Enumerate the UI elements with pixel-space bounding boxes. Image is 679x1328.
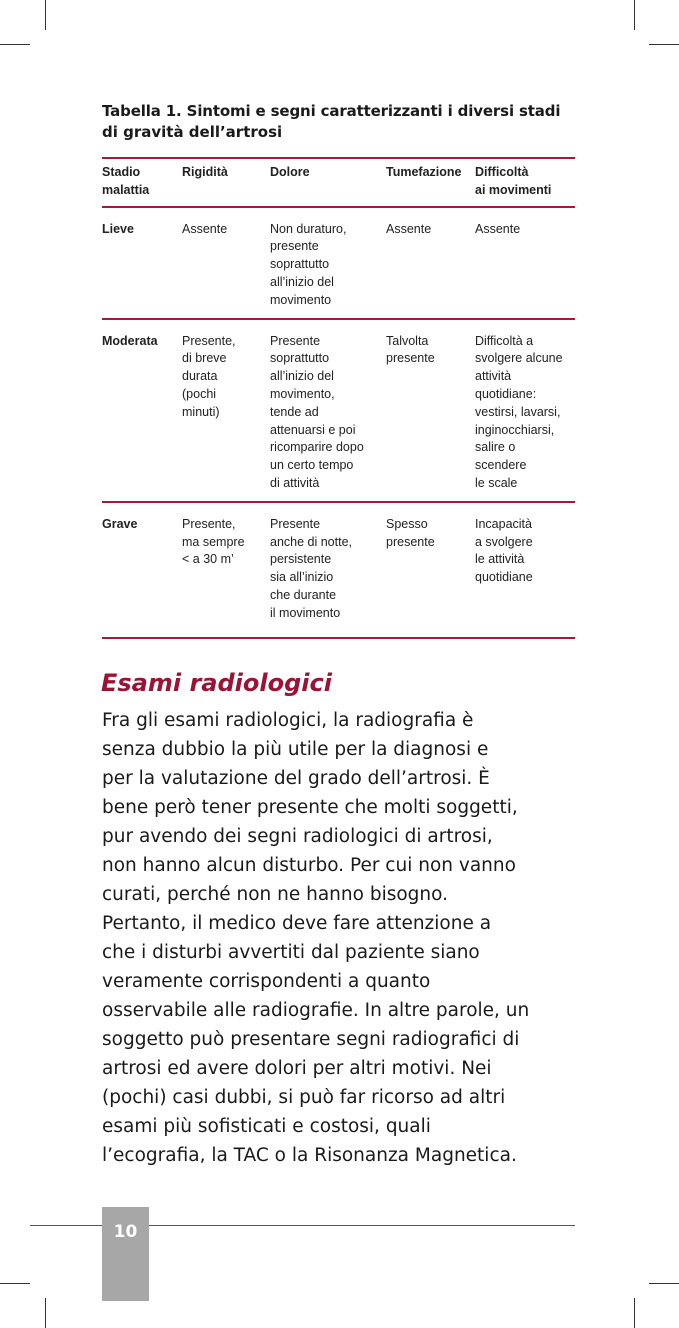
crop-mark — [0, 1283, 30, 1284]
crop-mark — [649, 44, 679, 45]
cell-stage: Grave — [102, 502, 182, 638]
crop-mark — [634, 1298, 635, 1328]
table-row — [102, 502, 575, 638]
table-caption — [102, 101, 578, 143]
paragraph-line: bene però tener presente che molti soggetti, — [102, 797, 518, 818]
paragraph-line: osservabile alle radiografie. In altre parole, un — [102, 1000, 530, 1021]
cell-swelling: Assente — [386, 207, 475, 319]
cell-stage: Lieve — [102, 207, 182, 319]
cell-rigidity: Assente — [182, 207, 270, 319]
table-row — [102, 319, 575, 502]
cell-pain: Non duraturo, presente soprattutto all’inizio del movimento — [270, 207, 386, 319]
paragraph-line: non hanno alcun disturbo. Per cui non vanno — [102, 855, 516, 876]
cell-difficulty: Difficoltà a svolgere alcune attività quotidiane: vestirsi, lavarsi, inginocchiarsi, salire o scendere le scale — [475, 319, 575, 502]
cell-rigidity: Presente, ma sempre < a 30 m’ — [182, 502, 270, 638]
header-difficulty: Difficoltà ai movimenti — [475, 158, 575, 207]
cell-swelling: Talvolta presente — [386, 319, 475, 502]
paragraph-line: (pochi) casi dubbi, si può far ricorso ad altri — [102, 1087, 506, 1108]
symptoms-table — [102, 157, 575, 639]
paragraph-line: Fra gli esami radiologici, la radiografia è — [102, 710, 474, 731]
page-number-tab — [102, 1284, 149, 1301]
crop-mark — [649, 1283, 679, 1284]
cell-difficulty: Incapacità a svolgere le attività quotidiane — [475, 502, 575, 638]
paragraph-line: che i disturbi avvertiti dal paziente siano — [102, 942, 480, 963]
crop-mark — [634, 0, 635, 30]
page-number-tab — [102, 1207, 149, 1284]
paragraph-line: Pertanto, il medico deve fare attenzione a — [102, 913, 492, 934]
table-caption-line: di gravità dell’artrosi — [102, 123, 283, 141]
paragraph-line: per la valutazione del grado dell’artrosi. È — [102, 768, 490, 789]
header-swelling: Tumefazione — [386, 158, 475, 207]
paragraph-line: veramente corrispondenti a quanto — [102, 971, 431, 992]
paragraph-line: senza dubbio la più utile per la diagnosi e — [102, 739, 489, 760]
body-paragraph — [102, 706, 577, 1170]
paragraph-line: esami più sofisticati e costosi, quali — [102, 1116, 431, 1137]
header-stage: Stadio malattia — [102, 158, 182, 207]
table-header-row — [102, 158, 575, 207]
crop-mark — [45, 0, 46, 30]
crop-mark — [0, 44, 30, 45]
paragraph-line: pur avendo dei segni radiologici di artrosi, — [102, 826, 493, 847]
cell-difficulty: Assente — [475, 207, 575, 319]
paragraph-line: l’ecografia, la TAC o la Risonanza Magnetica. — [102, 1145, 517, 1166]
header-pain: Dolore — [270, 158, 386, 207]
cell-pain: Presente anche di notte, persistente sia all’inizio che durante il movimento — [270, 502, 386, 638]
cell-stage: Moderata — [102, 319, 182, 502]
table-caption-line: Tabella 1. Sintomi e segni caratterizzanti i diversi stadi — [102, 102, 561, 120]
paragraph-line: artrosi ed avere dolori per altri motivi. Nei — [102, 1058, 492, 1079]
paragraph-line: soggetto può presentare segni radiografici di — [102, 1029, 520, 1050]
paragraph-line: curati, perché non ne hanno bisogno. — [102, 884, 449, 905]
header-rigidity: Rigidità — [182, 158, 270, 207]
page-number: 10 — [113, 1222, 138, 1242]
cell-swelling: Spesso presente — [386, 502, 475, 638]
cell-pain: Presente soprattutto all’inizio del movimento, tende ad attenuarsi e poi ricomparire dopo un certo tempo di attività — [270, 319, 386, 502]
table-row — [102, 207, 575, 319]
section-heading: Esami radiologici — [101, 669, 332, 697]
crop-mark — [45, 1298, 46, 1328]
cell-rigidity: Presente, di breve durata (pochi minuti) — [182, 319, 270, 502]
